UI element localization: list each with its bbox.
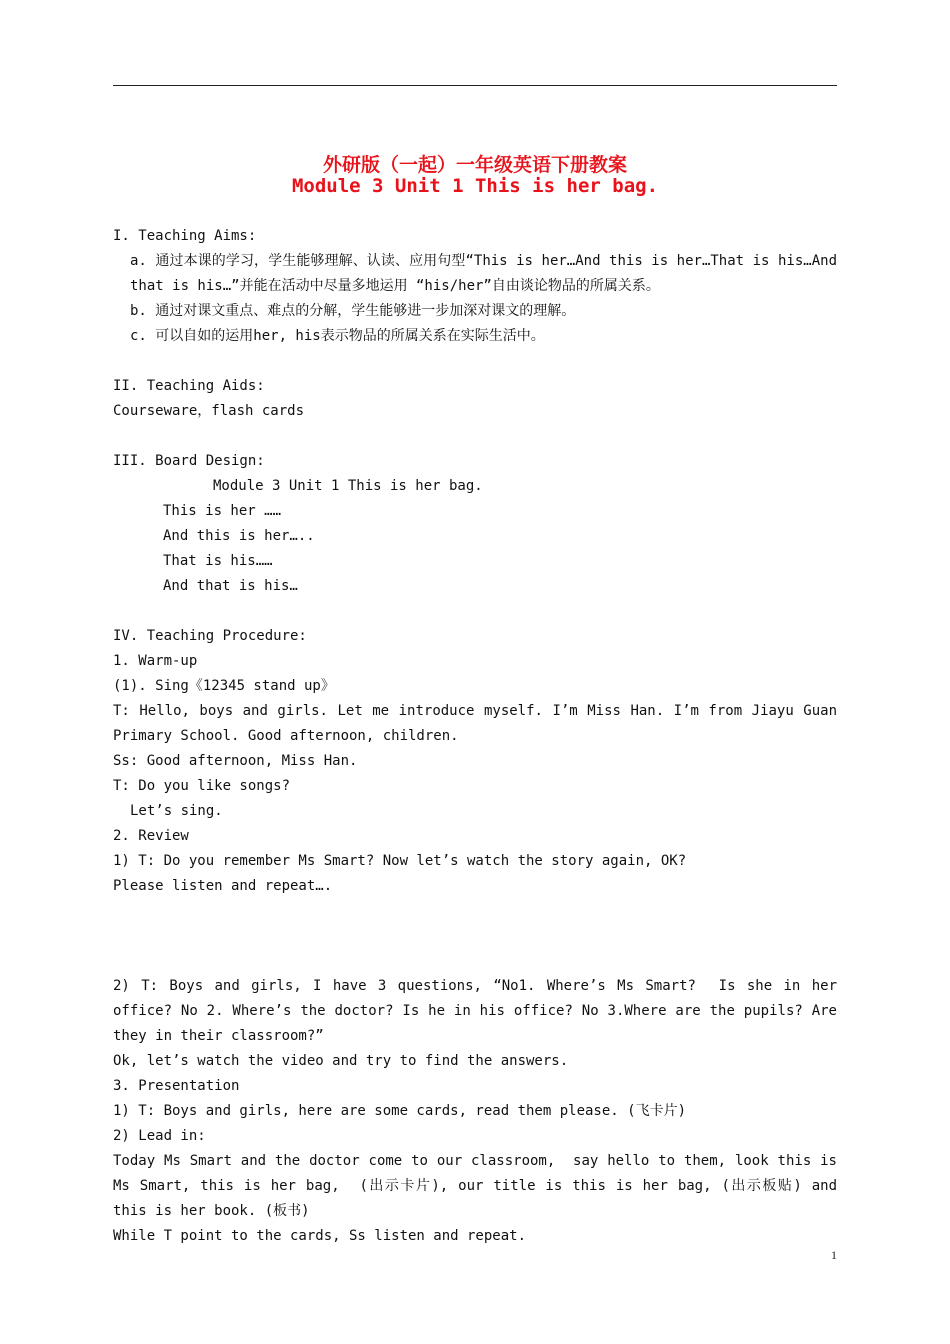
blank-line	[113, 899, 837, 924]
step-review: 2. Review	[113, 828, 189, 844]
review-item: Ok, let’s watch the video and try to find the answers.	[113, 1053, 569, 1069]
section-heading-aids: II. Teaching Aids:	[113, 378, 265, 394]
document-subtitle: Module 3 Unit 1 This is her bag.	[291, 175, 659, 197]
review-item: 2) T: Boys and girls, I have 3 questions, “No1. Where’s Ms Smart? Is she in her office? No 2. Where’s the doctor? Is he in his office? No 3.Where are the pupils? Are they in their classroom?”	[113, 978, 846, 1044]
header-rule	[113, 85, 837, 86]
aim-a: a. 通过本课的学习，学生能够理解、认读、应用句型“This is her…And this is her…That is his…And that is his…”并能在活动中尽量多地运用 “his/her”自由谈论物品的所属关系。	[130, 253, 846, 294]
aids-text: Courseware，flash cards	[113, 403, 305, 419]
dialogue-line: Let’s sing.	[130, 803, 223, 819]
step-sing: (1). Sing《12345 stand up》	[113, 678, 335, 694]
board-line: And that is his…	[163, 578, 298, 594]
page-number: 1	[831, 1248, 837, 1262]
presentation-item: 2) Lead in:	[113, 1128, 206, 1144]
dialogue-line: Ss: Good afternoon, Miss Han.	[113, 753, 358, 769]
dialogue-line: T: Hello, boys and girls. Let me introduce myself. I’m Miss Han. I’m from Jiayu Guan Primary School. Good afternoon, children.	[113, 703, 846, 744]
blank-line	[113, 424, 837, 449]
aim-b: b. 通过对课文重点、难点的分解，学生能够进一步加深对课文的理解。	[130, 303, 576, 319]
step-warmup: 1. Warm-up	[113, 653, 198, 669]
board-line: That is his……	[163, 553, 273, 569]
document-body	[113, 224, 846, 1249]
document-title: 外研版（一起）一年级英语下册教案	[322, 154, 627, 176]
review-item: 1) T: Do you remember Ms Smart? Now let’s watch the story again, OK?	[113, 853, 687, 869]
blank-line	[113, 599, 837, 624]
blank-line	[113, 349, 837, 374]
presentation-item: 1) T: Boys and girls, here are some cards, read them please. (飞卡片)	[113, 1103, 687, 1119]
presentation-text: While T point to the cards, Ss listen and repeat.	[113, 1228, 527, 1244]
board-title: Module 3 Unit 1 This is her bag.	[213, 478, 483, 494]
blank-line	[113, 924, 837, 949]
section-heading-board: III. Board Design:	[113, 453, 265, 469]
blank-line	[113, 949, 837, 974]
section-heading-procedure: IV. Teaching Procedure:	[113, 628, 307, 644]
presentation-text: Today Ms Smart and the doctor come to our classroom, say hello to them, look this is Ms Smart, this is her bag, (出示卡片), our title is this is her bag, (出示板贴) and this is her book. (板书)	[113, 1153, 846, 1219]
board-line: And this is her…..	[163, 528, 315, 544]
board-line: This is her ……	[163, 503, 282, 519]
aim-c: c. 可以自如的运用her, his表示物品的所属关系在实际生活中。	[130, 328, 545, 344]
section-heading-aims: I. Teaching Aims:	[113, 228, 257, 244]
dialogue-line: T: Do you like songs?	[113, 778, 291, 794]
step-presentation: 3. Presentation	[113, 1078, 240, 1094]
review-item: Please listen and repeat….	[113, 878, 333, 894]
